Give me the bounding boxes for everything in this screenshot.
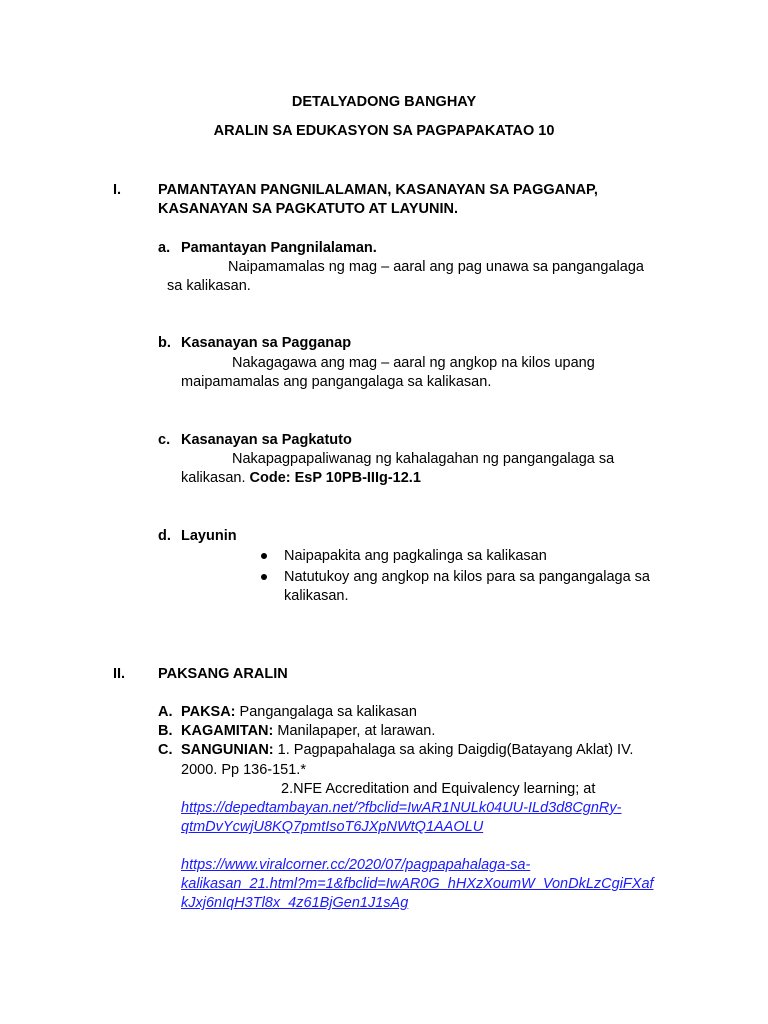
section2-numeral: II. [113,666,126,682]
item-c-title: Kasanayan sa Pagkatuto [181,432,352,448]
paksa-text: Pangangalaga sa kalikasan [239,704,417,720]
document-title: DETALYADONG BANGHAY [291,94,477,110]
item-C-marker: C. [158,742,173,758]
layunin-bullet-2-cont: kalikasan. [284,588,349,604]
item-C-line [181,741,633,760]
sangunian-text-line2: 2000. Pp 136-151.* [181,762,306,778]
link-viralcorner-line3[interactable]: kJxj6nIqH3Tl8x_4z61BjGen1J1sAg [181,895,409,911]
item-b-text-line2: maipamamalas ang pangangalaga sa kalikasan. [181,374,492,390]
item-c-code: Code: EsP 10PB-IIIg-12.1 [249,470,421,486]
item-a-text-line2: sa kalikasan. [167,278,251,294]
item-c-text-line2 [181,469,421,488]
bullet-icon [261,574,267,580]
section1-heading-line2: KASANAYAN SA PAGKATUTO AT LAYUNIN. [158,201,458,217]
item-A-line [181,703,417,722]
link-depedtambayan-line2[interactable]: qtmDvYcwjU8KQ7pmtIsoT6JXpNWtQ1AAOLU [181,819,484,835]
link-depedtambayan-line1[interactable]: https://depedtambayan.net/?fbclid=IwAR1NULk04UU-ILd3d8CgnRy- [181,800,622,816]
item-c-text: kalikasan. [181,470,246,486]
item-d-marker: d. [158,528,171,544]
paksa-label: PAKSA: [181,704,236,720]
item-a-marker: a. [158,240,171,256]
section1-heading-line1: PAMANTAYAN PANGNILALAMAN, KASANAYAN SA PAGGANAP, [158,182,598,198]
item-b-text-line1: Nakagagawa ang mag – aaral ng angkop na kilos upang [232,355,595,371]
item-b-marker: b. [158,335,171,351]
item-B-line [181,722,435,741]
section2-heading: PAKSANG ARALIN [158,666,288,682]
item-b-title: Kasanayan sa Pagganap [181,335,352,351]
item-a-title: Pamantayan Pangnilalaman. [181,240,377,256]
item-A-marker: A. [158,704,173,720]
layunin-bullet-2: Natutukoy ang angkop na kilos para sa pangangalaga sa [284,569,650,585]
item-c-text-line1: Nakapagpapaliwanag ng kahalagahan ng pangangalaga sa [232,451,615,467]
layunin-bullet-1: Naipapakita ang pagkalinga sa kalikasan [284,548,547,564]
sangunian-text-line1: 1. Pagpapahalaga sa aking Daigdig(Batayang Aklat) IV. [277,742,634,758]
sangunian-text-line3: 2.NFE Accreditation and Equivalency learning; at [281,781,596,797]
item-B-marker: B. [158,723,173,739]
bullet-icon [261,553,267,559]
section1-numeral: I. [113,182,122,198]
document-subtitle: ARALIN SA EDUKASYON SA PAGPAPAKATAO 10 [213,123,555,139]
item-a-text-line1: Naipamamalas ng mag – aaral ang pag unawa sa pangangalaga [228,259,644,275]
kagamitan-label: KAGAMITAN: [181,723,274,739]
kagamitan-text: Manilapaper, at larawan. [277,723,436,739]
link-viralcorner-line2[interactable]: kalikasan_21.html?m=1&fbclid=IwAR0G_hHXzXoumW_VonDkLzCgiFXaf [181,876,654,892]
item-d-title: Layunin [181,528,237,544]
item-c-marker: c. [158,432,171,448]
link-viralcorner-line1[interactable]: https://www.viralcorner.cc/2020/07/pagpapahalaga-sa- [181,857,531,873]
sangunian-label: SANGUNIAN: [181,742,274,758]
